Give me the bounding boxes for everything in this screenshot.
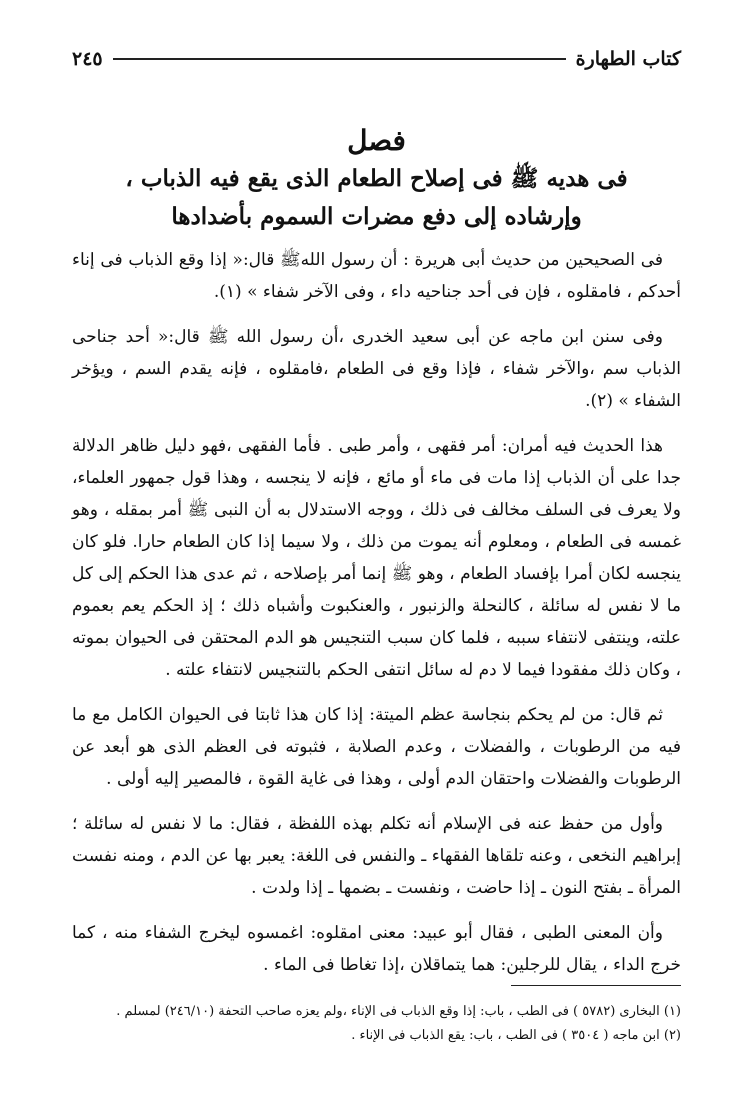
footnote-2: (٢) ابن ماجه ( ٣٥٠٤ ) فى الطب ، باب: يقع الذباب فى الإناء . bbox=[351, 1028, 681, 1043]
section-subtitle-line-1: فى هديه ﷺ فى إصلاح الطعام الذى يقع فيه الذباب ، bbox=[125, 165, 628, 192]
paragraph-4: ثم قال: من لم يحكم بنجاسة عظم الميتة: إذا كان هذا ثابتا فى الحيوان الكامل مع ما فيه من الرطوبات ، والفضلات ، وعدم الصلابة ، فثبوته فى العظم الذى هو أبعد عن الرطوبات والفضلات واحتقان الدم أولى ، وهذا فى غاية القوة ، فالمصير إليه أولى . bbox=[72, 705, 681, 789]
footnotes bbox=[72, 985, 681, 1048]
header-rule bbox=[113, 58, 566, 60]
chapter-title: كتاب الطهارة bbox=[575, 48, 681, 70]
paragraph-5: وأول من حفظ عنه فى الإسلام أنه تكلم بهذه اللفظة ، فقال: ما لا نفس له سائلة ؛ إبراهيم النخعى ، وعنه تلقاها الفقهاء ـ والنفس فى اللغة: يعبر بها عن الدم ، ومنه نفست المرأة ـ بفتح النون ـ إذا حاضت ، ونفست ـ بضمها ـ إذا ولدت . bbox=[72, 814, 681, 898]
paragraph-6: وأن المعنى الطبى ، فقال أبو عبيد: معنى امقلوه: اغمسوه ليخرج الشفاء منه ، كما خرج الداء ، يقال للرجلين: هما يتماقلان ،إذا تغاطا فى الماء . bbox=[72, 923, 681, 975]
section-headings bbox=[72, 124, 681, 239]
paragraph-3: هذا الحديث فيه أمران: أمر فقهى ، وأمر طبى . فأما الفقهى ،فهو دليل ظاهر الدلالة جدا على أن الذباب إذا مات فى ماء أو مائع ، فإنه لا ينجسه ، وهذا قول جمهور العلماء، ولا يعرف فى السلف مخالف فى ذلك ، ووجه الاستدلال به أن النبى ﷺ أمر بمقله ، وهو غمسه فى الطعام ، ومعلوم أنه يموت من ذلك ، ولا سيما إذا كان الطعام حارا. فلو كان ينجسه لكان أمرا بإفساد الطعام ، وهو ﷺ إنما أمر بإصلاحه ، ثم عدى هذا الحكم إلى كل ما لا نفس له سائلة ، كالنحلة والزنبور ، والعنكبوت وأشباه ذلك ؛ إذ الحكم يعم بعموم علته، وينتفى لانتفاء سببه ، فلما كان سبب التنجيس هو الدم المحتقن فى الحيوان بموته ، وكان ذلك مفقودا فيما لا دم له سائل انتفى الحكم بالتنجيس لانتفاء علته . bbox=[72, 436, 681, 680]
running-header bbox=[72, 44, 681, 74]
body-text bbox=[72, 244, 681, 994]
section-subtitle-line-2: وإرشاده إلى دفع مضرات السموم بأضدادها bbox=[171, 203, 582, 230]
footnote-1: (١) البخارى (٥٧٨٢ ) فى الطب ، باب: إذا وقع الذباب فى الإناء ،ولم يعزه صاحب التحفة (٢٤٦/١٠) لمسلم . bbox=[116, 1004, 681, 1019]
paragraph-1: فى الصحيحين من حديث أبى هريرة : أن رسول اللهﷺ قال:« إذا وقع الذباب فى إناء أحدكم ، فامقلوه ، فإن فى أحد جناحيه داء ، وفى الآخر شفاء » (١). bbox=[72, 250, 681, 302]
section-heading: فصل bbox=[347, 124, 406, 157]
paragraph-2: وفى سنن ابن ماجه عن أبى سعيد الخدرى ،أن رسول الله ﷺ قال:« أحد جناحى الذباب سم ،والآخر شفاء ، فإذا وقع فى الطعام ،فامقلوه ، فإنه يقدم السم ، ويؤخر الشفاء » (٢). bbox=[72, 327, 681, 411]
footnote-rule bbox=[511, 985, 681, 986]
page-number: ٢٤٥ bbox=[72, 48, 103, 70]
